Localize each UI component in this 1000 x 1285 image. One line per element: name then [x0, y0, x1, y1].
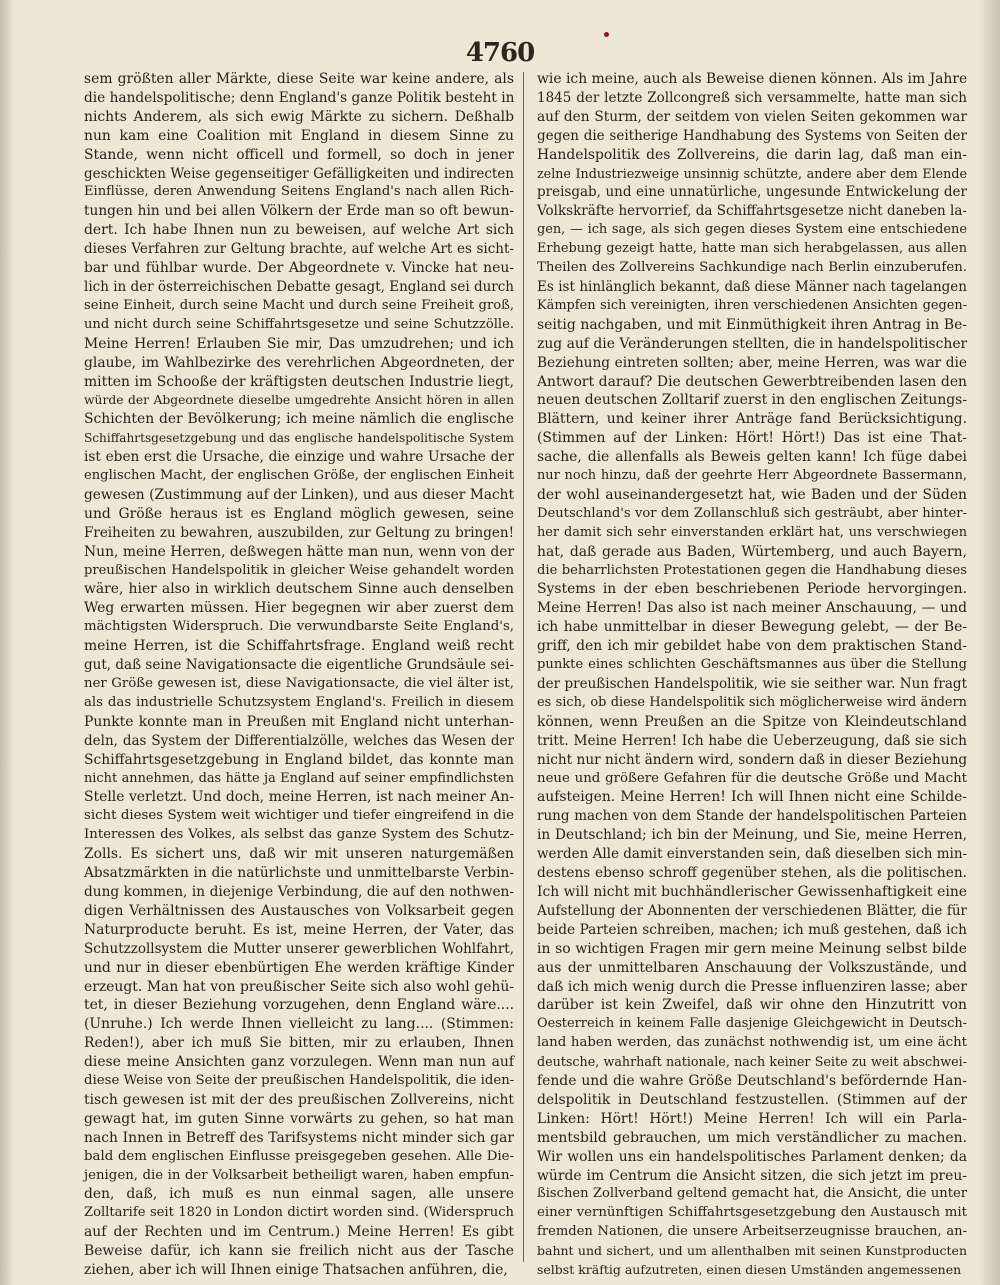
text-line: zug auf die Veränderungen stellten, die in handelspolitischer — [537, 335, 968, 352]
text-line: in Deutschland; ich bin der Meinung, und Sie, meine Herren, — [537, 827, 967, 844]
text-line: land haben werden, das zunächst nothwendig ist, um eine ächt — [537, 1035, 967, 1051]
text-line: die handelspolitische; denn England's ganze Politik besteht in — [84, 89, 515, 106]
text-line: Stande, wenn nicht officell und formell, so doch in jener — [84, 146, 514, 163]
text-line: zelne Industriezweige unsinnig schützte, andere aber dem Elende — [537, 165, 967, 181]
text-line: 1845 der letzte Zollcongreß sich versammelte, hatte man sich — [537, 89, 967, 106]
text-line: Freiheiten zu bewahren, auszubilden, zur Geltung zu bringen! — [84, 524, 514, 541]
text-line: bar und fühlbar wurde. Der Abgeordnete v. Vincke hat neu- — [84, 260, 514, 277]
text-line: der preußischen Handelspolitik, wie sie seither war. Nun fragt — [537, 676, 967, 692]
text-line: es sich, ob diese Handelspolitik sich möglicherweise wird ändern — [537, 694, 967, 710]
text-line: neuen deutschen Zolltarif zuerst in den englischen Zeitungs- — [537, 392, 967, 409]
text-line: als das industrielle Schutzsystem England's. Freilich in diesem — [84, 694, 514, 710]
text-line: den, daß, ich muß es nun einmal sagen, alle unsere — [84, 1186, 514, 1203]
text-line: Schiffahrtsgesetzgebung in England bildet, das konnte man — [84, 751, 514, 768]
text-line: Aufstellung der Abonnenten der verschiedenen Blätter, die für — [537, 902, 967, 919]
text-line: Ich will nicht mit buchhändlerischer Gewissenhaftigkeit eine — [537, 883, 967, 900]
text-line: Kämpfen sich vereinigten, ihren verschiedenen Ansichten gegen- — [537, 297, 967, 313]
text-line: diese Weise von Seite der preußischen Handelspolitik, die iden- — [84, 1073, 515, 1089]
text-line: Einflüsse, deren Anwendung Seitens England's nach allen Rich- — [84, 184, 514, 200]
text-line: seitig nachgaben, und mit Einmüthigkeit ihren Antrag in Be- — [537, 316, 967, 333]
text-line: ich habe unmittelbar in dieser Bewegung gelebt, — der Be- — [537, 619, 967, 636]
text-line: gegen die seitherige Handhabung des Systems von Seiten der — [537, 127, 967, 144]
text-line: daß ich mich wenig durch die Presse influenziren lasse; aber — [537, 978, 967, 995]
page-edge-shadow — [0, 0, 14, 1285]
text-line: Volkskräfte hervorrief, da Schiffahrtsgesetze nicht daneben la- — [537, 203, 967, 220]
text-line: Meine Herren! Erlauben Sie mir, Das umzudrehen; und ich — [84, 335, 514, 352]
text-line: (Stimmen auf der Linken: Hört! Hört!) Das ist eine That- — [537, 430, 967, 447]
text-line: sicht dieses System weit wichtiger und tiefer eingreifend in die — [84, 808, 514, 824]
text-line: ßischen Zollverband geltend gemacht hat, die Ansicht, die unter — [537, 1186, 967, 1202]
text-line: bahnt und sichert, und um allenthalben mit seinen Kunstproducten — [537, 1243, 967, 1259]
text-line: delspolitik in Deutschland festzustellen. (Stimmen auf der — [537, 1091, 967, 1108]
text-line: würde im Centrum die Ansicht sitzen, die sich jetzt im preu- — [537, 1167, 967, 1184]
page-number: 4760 — [465, 38, 535, 68]
text-line: einer vernünftigen Schiffahrtsgesetzgebung den Austausch mit — [537, 1205, 967, 1221]
text-line: nur noch hinzu, daß der geehrte Herr Abgeordnete Bassermann, — [537, 468, 967, 484]
text-line: geschickten Weise gegenseitiger Gefälligkeiten und indirecten — [84, 165, 514, 182]
text-line: mentsbild gebrauchen, um mich verständlicher zu machen. — [537, 1129, 967, 1146]
text-line: gut, daß seine Navigationsacte die eigentliche Grundsäule sei- — [84, 657, 514, 674]
text-line: Blättern, und keiner ihrer Anträge fand Berücksichtigung. — [537, 411, 967, 428]
text-line: die beharrlichsten Protestationen gegen die Handhabung dieses — [537, 562, 967, 578]
text-line: Nun, meine Herren, deßwegen hätte man nun, wenn von der — [84, 543, 515, 560]
text-line: Oesterreich in keinem Falle dasjenige Gleichgewicht in Deutsch- — [537, 1016, 967, 1032]
text-line: nach Innen in Betreff des Tarifsystems nicht minder sich gar — [84, 1129, 514, 1146]
text-line: wie ich meine, auch als Beweise dienen können. Als im Jahre — [537, 71, 968, 87]
text-line: Beweise dafür, ich kann sie freilich nicht aus der Tasche — [84, 1243, 514, 1260]
text-line: sem größten aller Märkte, diese Seite war keine andere, als — [84, 71, 514, 87]
text-line: englischen Macht, der englischen Größe, der englischen Einheit — [84, 468, 514, 484]
text-line: Meine Herren! Das also ist nach meiner Anschauung, — und — [537, 600, 967, 617]
text-line: Wir wollen uns ein handelspolitisches Parlament denken; da — [537, 1148, 967, 1165]
text-line: Reden!), aber ich muß Sie bitten, mir zu erlauben, Ihnen — [84, 1035, 514, 1052]
text-line: mächtigsten Widerspruch. Die verwundbarste Seite England's, — [84, 619, 514, 635]
text-line: her damit sich sehr einverstanden erklärt hat, uns verschwiegen — [537, 524, 967, 540]
text-line: und nur in dieser ebenbürtigen Ehe werden kräftige Kinder — [84, 959, 514, 976]
text-line: destens ebenso schroff gegenüber stehen, als die politischen. — [537, 865, 967, 882]
text-line: ner Größe gewesen ist, diese Navigationsacte, die viel älter ist, — [84, 676, 514, 691]
text-line: Absatzmärkten in die natürlichste und unmittelbarste Verbin- — [84, 865, 514, 882]
text-line: tisch gewesen ist mit der des preußischen Zollvereins, nicht — [84, 1091, 514, 1108]
text-line: gen, — ich sage, als sich gegen dieses System eine entschiedene — [537, 222, 967, 238]
text-line: deln, das System der Differentialzölle, welches das Wesen der — [84, 732, 514, 749]
text-line: meine Herren, ist die Schiffahrtsfrage. England weiß recht — [84, 638, 514, 655]
text-line: und nicht durch seine Schiffahrtsgesetze und seine Schutzzölle. — [84, 316, 514, 332]
text-line: tet, in dieser Beziehung vorzugehen, denn England wäre.... — [84, 997, 514, 1014]
text-line: Naturproducte beruht. Es ist, meine Herren, der Vater, das — [84, 921, 514, 938]
text-line: würde der Abgeordnete dieselbe umgedrehte Ansicht hören in allen — [84, 393, 514, 408]
text-line: Schichten der Bevölkerung; ich meine nämlich die englische — [84, 411, 514, 428]
text-line: wäre, hier also in wirklich deutschem Sinne auch denselben — [84, 581, 514, 598]
text-line: in so wichtigen Fragen mir gern meine Meinung selbst bilde — [537, 940, 967, 957]
text-line: Weg erwarten müssen. Hier begegnen wir aber zuerst dem — [84, 600, 514, 617]
text-line: (Unruhe.) Ich werde Ihnen vielleicht zu lang.... (Stimmen: — [84, 1016, 514, 1033]
text-line: griff, den ich mir gebildet habe von dem praktischen Stand- — [537, 638, 967, 655]
text-line: sache, die allenfalls als Beweis gelten kann! Ich füge dabei — [537, 449, 967, 466]
text-line: preußischen Handelspolitik in gleicher Weise gehandelt worden — [84, 562, 514, 578]
text-line: seine Einheit, durch seine Macht und durch seine Freiheit groß, — [84, 297, 514, 313]
text-line: ziehen, aber ich will Ihnen einige Thatsachen anführen, die, — [84, 1262, 508, 1279]
text-line: Handelspolitik des Zollvereins, die darin lag, daß man ein- — [537, 146, 967, 163]
text-line: Beziehung eintreten sollten; aber, meine Herren, was war die — [537, 354, 967, 371]
text-line: darüber ist kein Zweifel, daß wir ohne den Hinzutritt von — [537, 997, 967, 1014]
text-line: aufsteigen. Meine Herren! Ich will Ihnen nicht eine Schilde- — [537, 789, 967, 806]
text-line: Linken: Hört! Hört!) Meine Herren! Ich will ein Parla- — [537, 1110, 967, 1127]
text-line: der wohl auseinandergesetzt hat, wie Baden und der Süden — [537, 486, 967, 503]
text-line: fende und die wahre Größe Deutschland's befördernde Han- — [537, 1073, 967, 1090]
text-line: rung machen von dem Stande der handelspolitischen Parteien — [537, 808, 967, 825]
text-line: gewagt hat, im guten Sinne vorwärts zu gehen, so hat man — [84, 1110, 514, 1127]
right-text-column — [537, 70, 968, 1278]
text-line: erzeugt. Man hat von preußischer Seite sich also wohl gehü- — [84, 978, 514, 995]
text-line: lich in der österreichischen Debatte gesagt, England sei durch — [84, 278, 514, 295]
text-line: Schutzzollsystem die Mutter unserer gewerblichen Wohlfahrt, — [84, 940, 514, 957]
text-line: auf den Sturm, der seitdem von vielen Seiten gekommen war — [537, 108, 967, 125]
binding-gutter-shadow — [978, 0, 1000, 1285]
text-line: tritt. Meine Herren! Ich habe die Ueberzeugung, daß sie sich — [537, 732, 967, 749]
text-line: Punkte konnte man in Preußen mit England nicht unterhan- — [84, 713, 514, 730]
text-line: selbst kräftig aufzutreten, einen diesen Umständen angemessenen — [537, 1262, 962, 1278]
text-line: punkte eines schlichten Geschäftsmannes aus über die Stellung — [537, 657, 967, 673]
text-line: nichts Anderem, als sich ewig Märkte zu sichern. Deßhalb — [84, 108, 514, 125]
text-line: preisgab, und eine unnatürliche, ungesunde Entwickelung der — [537, 184, 967, 201]
text-line: auf der Rechten und im Centrum.) Meine Herren! Es gibt — [84, 1224, 514, 1241]
column-divider — [523, 72, 524, 1262]
text-line: hat, daß gerade aus Baden, Würtemberg, und auch Bayern, — [537, 543, 967, 560]
text-line: neue und größere Gefahren für die deutsche Größe und Macht — [537, 770, 967, 786]
text-line: beide Parteien schreiben, machen; ich muß gestehen, daß ich — [537, 921, 967, 938]
text-line: bald dem englischen Einflusse preisgegeben gesehen. Alle Die- — [84, 1148, 514, 1164]
text-line: nicht nur nicht ändern wird, sondern daß in dieser Beziehung — [537, 751, 968, 768]
text-line: Antwort darauf? Die deutschen Gewerbtreibenden lasen den — [537, 373, 967, 390]
text-line: Systems in der eben beschriebenen Periode hervorgingen. — [537, 581, 967, 598]
text-line: gewesen (Zustimmung auf der Linken), und aus dieser Macht — [84, 486, 514, 503]
text-line: mitten im Schooße der kräftigsten deutschen Industrie liegt, — [84, 373, 514, 390]
text-line: jenigen, die in der Volksarbeit betheiligt waren, haben empfun- — [84, 1167, 514, 1183]
text-line: Zolltarife seit 1820 in London dictirt worden sind. (Widerspruch — [84, 1205, 514, 1221]
text-line: digen Verhältnissen des Austausches von Volksarbeit gegen — [84, 902, 514, 919]
text-line: Erhebung gezeigt hatte, hatte man sich herabgelassen, aus allen — [537, 241, 967, 257]
text-line: Theilen des Zollvereins Sachkundige nach Berlin einzuberufen. — [537, 260, 967, 276]
text-line: dung kommen, in diejenige Verbindung, die auf den nothwen- — [84, 883, 514, 900]
text-line: dieses Verfahren zur Geltung brachte, auf welche Art es sicht- — [84, 241, 514, 258]
text-line: Zolls. Es sichert uns, daß wir mit unseren naturgemäßen — [84, 846, 514, 863]
text-line: diese meine Ansichten ganz vorzulegen. Wenn man nun auf — [84, 1054, 514, 1071]
text-line: Deutschland's vor dem Zollanschluß sich gesträubt, aber hinter- — [537, 505, 967, 521]
text-line: und Größe heraus ist es England möglich gewesen, seine — [84, 505, 514, 522]
text-line: nicht annehmen, das hätte ja England auf seiner empfindlichsten — [84, 770, 514, 786]
text-line: können, wenn Preußen an die Spitze von Kleindeutschland — [537, 713, 967, 730]
text-line: dert. Ich habe Ihnen nun zu beweisen, auf welche Art sich — [84, 222, 514, 239]
text-line: ist eben erst die Ursache, die einzige und wahre Ursache der — [84, 449, 514, 466]
text-line: Stelle verletzt. Und doch, meine Herren, ist nach meiner An- — [84, 789, 514, 806]
text-line: nun kam eine Coalition mit England in diesem Sinne zu — [84, 127, 514, 144]
text-line: tungen hin und bei allen Völkern der Erde man so oft bewun- — [84, 203, 514, 220]
text-line: deutsche, wahrhaft nationale, nach keiner Seite zu weit abschwei- — [537, 1054, 967, 1070]
left-text-column — [84, 70, 515, 1279]
text-line: Schiffahrtsgesetzgebung und das englische handelspolitische System — [84, 431, 514, 446]
text-line: aus der unmittelbaren Anschauung der Volkszustände, und — [537, 959, 967, 976]
text-line: glaube, im Wahlbezirke des verehrlichen Abgeordneten, der — [84, 354, 514, 371]
ink-mark — [604, 32, 609, 37]
text-line: werden Alle damit einverstanden sein, daß dieselben sich min- — [537, 846, 968, 863]
text-line: fremden Nationen, die unsere Arbeitserzeugnisse brauchen, an- — [537, 1224, 967, 1240]
text-line: Es ist hinlänglich bekannt, daß diese Männer nach tagelangen — [537, 278, 967, 295]
text-line: Interessen des Volkes, als selbst das ganze System des Schutz- — [84, 827, 514, 843]
